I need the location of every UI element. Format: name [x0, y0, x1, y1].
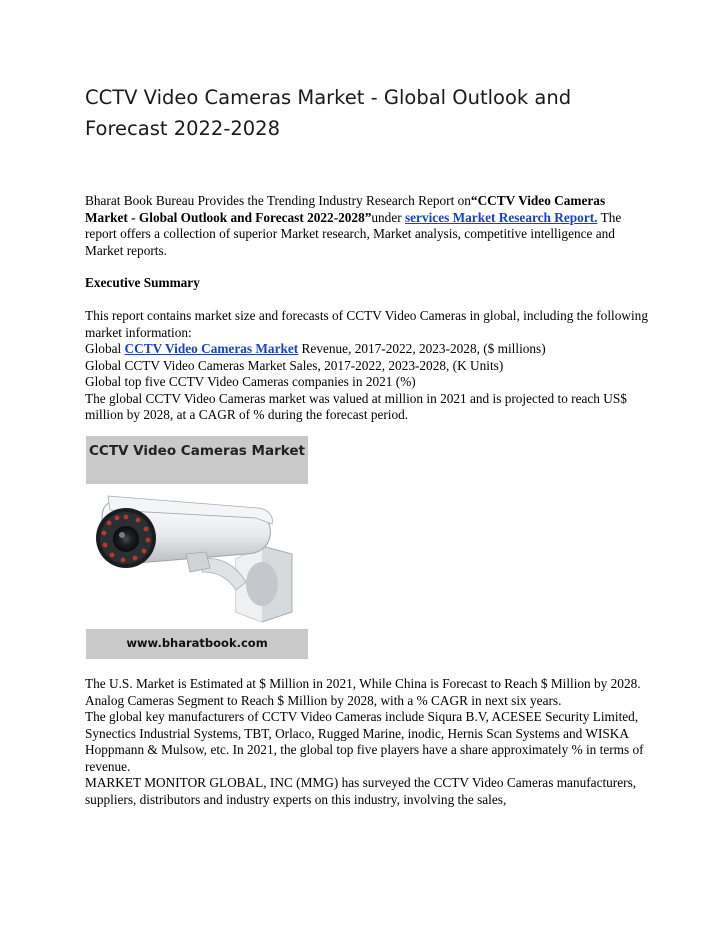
- market-line-manufacturers: The global key manufacturers of CCTV Video Cameras include Siqura B.V, ACESEE Security Limited, Synectics Industrial Systems, TBT, Orlaco, Rugged Marine, inodic, Hernis Scan Systems and WISKA Hoppmann & Mulsow, etc. In 2021, the global top five players have a share approximately % in terms of revenue.: [85, 709, 644, 774]
- summary-line-top-five: Global top five CCTV Video Cameras companies in 2021 (%): [85, 374, 416, 389]
- summary-line-revenue: [85, 341, 650, 358]
- summary-section: [85, 308, 650, 424]
- summary-intro: This report contains market size and forecasts of CCTV Video Cameras in global, including the following market information:: [85, 308, 648, 340]
- market-line-mmg: MARKET MONITOR GLOBAL, INC (MMG) has surveyed the CCTV Video Cameras manufacturers, suppliers, distributors and industry experts on this industry, involving the sales,: [85, 775, 637, 807]
- executive-summary-heading: Executive Summary: [85, 275, 200, 290]
- market-line-us-china: The U.S. Market is Estimated at $ Million in 2021, While China is Forecast to Reach $ Million by 2028.: [85, 676, 641, 691]
- intro-tail: The report offers a collection of superior Market research, Market analysis, competitive intelligence and Market reports.: [85, 209, 622, 258]
- summary-line-valuation: The global CCTV Video Cameras market was valued at million in 2021 and is projected to reach US$ million by 2028, at a CAGR of % during the forecast period.: [85, 390, 627, 422]
- summary-line-sales: Global CCTV Video Cameras Market Sales, 2017-2022, 2023-2028, (K Units): [85, 357, 504, 373]
- intro-under: under: [371, 209, 405, 225]
- market-line-analog: Analog Cameras Segment to Reach $ Million by 2028, with a % CAGR in next six years.: [85, 692, 562, 708]
- intro-paragraph: [85, 193, 650, 259]
- cctv-video-cameras-market-link[interactable]: CCTV Video Cameras Market: [124, 341, 299, 356]
- promo-image: [86, 436, 308, 659]
- promo-url: www.bharatbook.com: [126, 636, 268, 650]
- report-name: “CCTV Video Cameras Market - Global Outlook and Forecast 2022-2028”: [85, 193, 606, 225]
- services-market-research-link[interactable]: services Market Research Report.: [404, 209, 598, 225]
- market-details-section: [85, 676, 650, 808]
- intro-lead: Bharat Book Bureau Provides the Trending Industry Research Report on: [85, 193, 471, 208]
- line1-suffix: Revenue, 2017-2022, 2023-2028, ($ millions): [298, 341, 546, 356]
- promo-title: CCTV Video Cameras Market: [89, 443, 305, 459]
- page-title: CCTV Video Cameras Market - Global Outlook and Forecast 2022-2028: [85, 86, 572, 140]
- line1-prefix: Global: [85, 341, 125, 356]
- cctv-camera-photo: [86, 484, 308, 629]
- cctv-camera-icon: [86, 484, 308, 629]
